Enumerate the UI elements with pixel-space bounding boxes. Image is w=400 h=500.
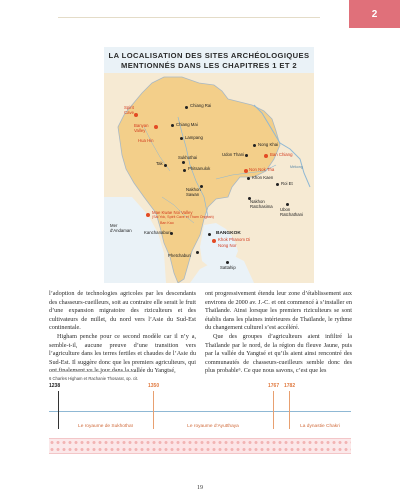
map-shape — [104, 47, 314, 283]
ban-chiang-label: Ban Chiang — [270, 152, 293, 157]
roi-et-label: Roi Et — [281, 181, 293, 186]
paragraph: Higham penche pour ce second modèle car il n’y a, semble-t-il, aucune preuve d’une transition vers l’agriculture dans les terres fertiles et chaudes de l’Asie du Sud-Est. Il suggère donc que les premiers agriculteurs, qui ont finalement vu le jour dans la vallée du Yangtsé, — [49, 332, 196, 375]
timeline-period: Le royaume d’Ayutthaya — [187, 423, 239, 429]
bangkok-dot — [208, 233, 211, 236]
udon-thani-dot — [245, 154, 248, 157]
tak-label: Tak — [156, 161, 163, 166]
mae-kwae-noi-sublabel: (Sai Yok, Spirit Cave et Tham Ongbah) — [152, 215, 214, 219]
lampang-label: Lampang — [185, 135, 203, 140]
non-nok-tha-dot — [244, 169, 248, 173]
sukhothai-dot — [182, 161, 185, 164]
hua-hin-label: Hua Hin — [138, 138, 154, 143]
timeline-period: Le royaume de Sukhothaï — [78, 423, 133, 429]
timeline-line — [49, 411, 351, 412]
spirit-cave-dot — [134, 113, 138, 117]
banyan-valley-label: Banyan Valley — [134, 123, 149, 133]
chiang-mai-label: Chiang Mai — [176, 122, 198, 127]
nong-nor-label: Nong Nor — [218, 243, 237, 248]
chapter-tab: 2 — [349, 0, 400, 28]
chiang-rai-dot — [185, 106, 188, 109]
sattahip-label: Sattahip — [220, 265, 236, 270]
paragraph: Que des groupes d’agriculteurs aient infiltré la Thaïlande par le nord, de la région du fleuve Jaune, puis par la vallée du Yangtsé et qu’ils aient ainsi rencontré des communautés de chasseurs-cueilleurs semble donc des plus probable⁶. Ce que nous savons, c’est que les — [205, 332, 352, 375]
spirit-cave-label: Spirit Cave — [124, 105, 135, 115]
footnote-rule — [49, 371, 134, 372]
mae-kwae-noi-label: Mae Kwae Noi Valley — [152, 210, 193, 215]
map-title-line2: MENTIONNÉS DANS LES CHAPITRES 1 ET 2 — [120, 61, 297, 70]
text-column-left — [49, 290, 196, 376]
mekong-label: Mékong — [290, 165, 303, 169]
nong-khai-label: Nong Khai — [258, 142, 279, 147]
phetchaburi-label: Phetchaburi — [168, 253, 191, 258]
andaman-sea-label: Mer d'Andaman — [110, 223, 132, 233]
ban-chiang-dot — [264, 154, 268, 158]
timeline-period: La dynastie Chakri — [300, 423, 340, 429]
ubon-ratchathani-dot — [286, 203, 289, 206]
ubon-ratchathani-label: Ubon Ratchathani — [280, 207, 303, 217]
paragraph: ont progressivement étendu leur zone d’établissement aux environs de 2000 av. J.-C. et ont commencé à s’installer en Thaïlande. Ainsi lorsque les premiers riziculteurs se sont établis dans les plaines intérieures de Thaïlande, le rythme du changement culturel s’est accéléré. — [205, 290, 352, 332]
sattahip-dot — [226, 261, 229, 264]
nakhon-ratchasima-label: Nakhon Ratchasima — [250, 199, 273, 209]
decorative-band — [49, 438, 351, 454]
text-column-right — [205, 290, 352, 376]
khok-phanom-di-dot — [212, 239, 216, 243]
udon-thani-label: Udon Thani — [222, 152, 245, 157]
non-nok-tha-label: Non Nok Tha — [249, 167, 275, 172]
bangkok-label: BANGKOK — [216, 231, 241, 236]
ban-kao-label: Ban Kao — [160, 221, 174, 225]
lampang-dot — [180, 137, 183, 140]
tak-dot — [164, 164, 167, 167]
top-rule — [58, 17, 320, 18]
timeline-year: 1350 — [148, 383, 160, 389]
roi-et-dot — [276, 183, 279, 186]
footnote: 6 Charles Higham et Rachanie Thosarat, op. cit. — [49, 376, 139, 381]
timeline-marker — [273, 391, 274, 429]
chiang-rai-label: Chiang Rai — [190, 103, 212, 108]
chiang-mai-dot — [171, 124, 174, 127]
timeline-year: 1767 — [268, 383, 280, 389]
khon-kaen-dot — [247, 177, 250, 180]
phetchaburi-dot — [196, 251, 199, 254]
kanchanaburi-label: Kanchanaburi — [144, 230, 171, 235]
phitsanulok-dot — [183, 169, 186, 172]
timeline-year: 1782 — [284, 383, 296, 389]
khok-phanom-di-label: Khok Phanom Di — [218, 237, 251, 242]
sukhothai-label: Sukhothai — [178, 155, 198, 160]
nong-khai-dot — [253, 144, 256, 147]
phitsanulok-label: Phitsanulok — [188, 166, 211, 171]
khon-kaen-label: Khon Kaen — [252, 175, 274, 180]
archaeological-sites-map — [104, 47, 314, 283]
page-number: 19 — [197, 485, 203, 491]
mae-kwae-noi-dot — [146, 213, 150, 217]
map-title-line1: LA LOCALISATION DES SITES ARCHÉOLOGIQUES — [108, 51, 310, 60]
banyan-valley-dot — [154, 125, 158, 129]
paragraph: l’adoption de technologies agricoles par les descendants des chasseurs-cueilleurs, soit au contraire elle serait le fruit d’une expansion migratoire des riziculteurs et des cultivateurs de millet, du nord vers l’Asie du Sud-Est continentale. — [49, 290, 196, 332]
nakhon-sawan-label: Nakhon Sawan — [186, 187, 201, 197]
timeline-year: 1238 — [49, 383, 61, 389]
